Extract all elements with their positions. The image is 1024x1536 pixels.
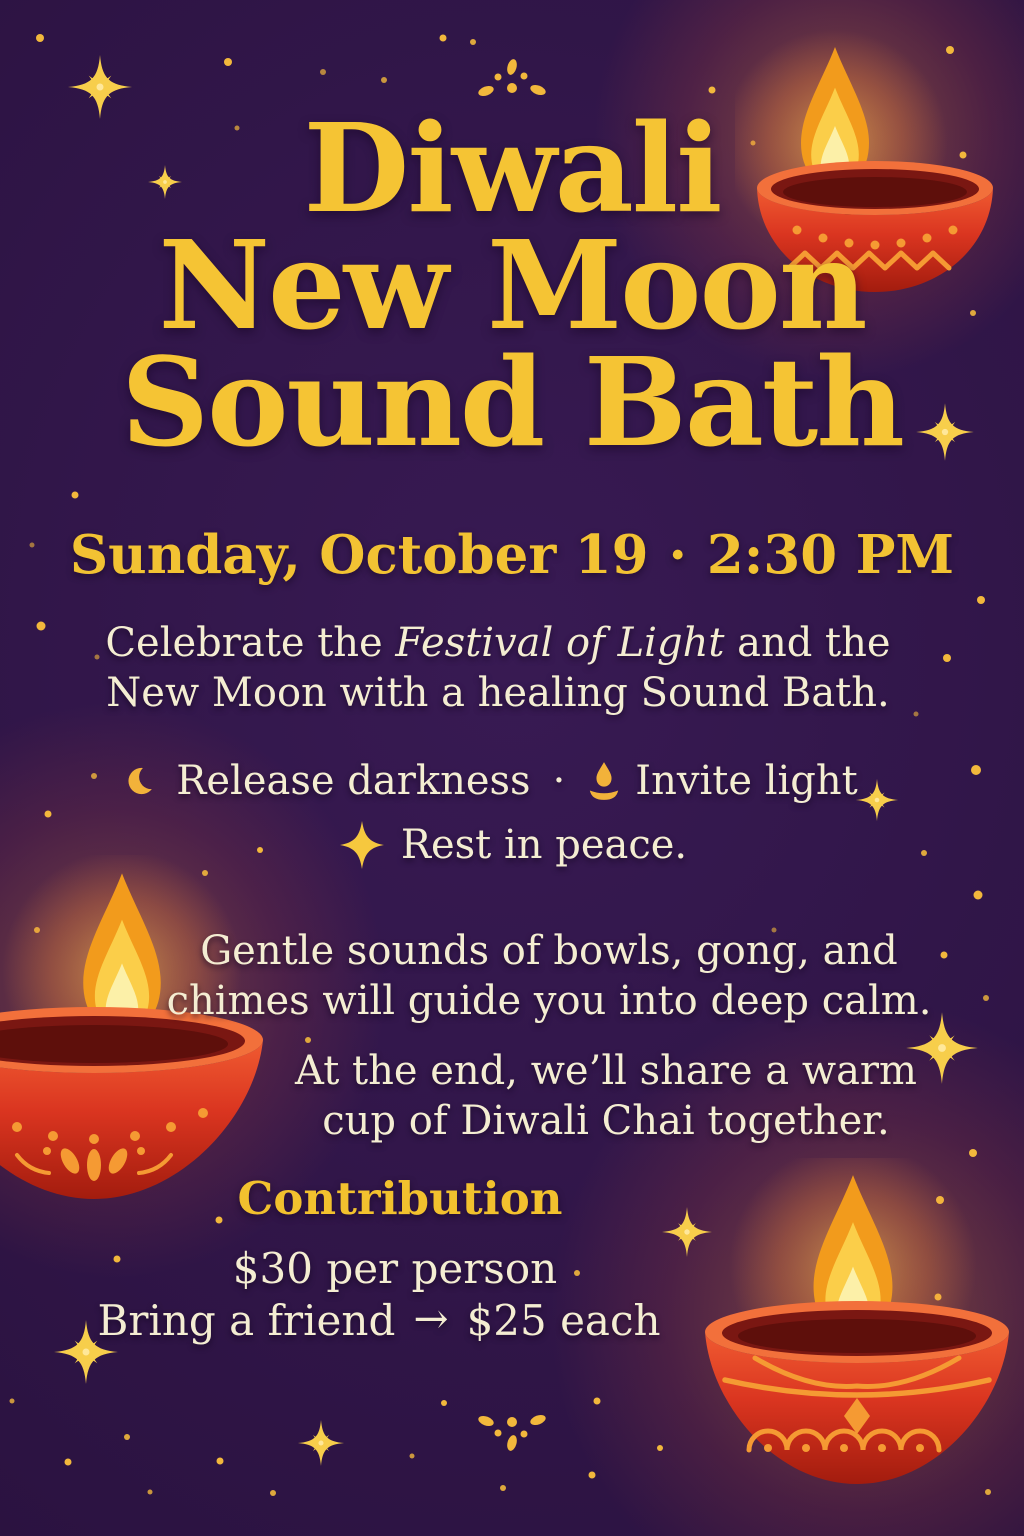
diya-lamp-left-illustration [0,855,270,1220]
date-separator-dot: · [668,524,687,586]
intro-line-2: New Moon with a healing Sound Bath. [106,670,890,716]
friend-price-post: $25 each [466,1296,661,1345]
event-date: Sunday, October 19 [69,524,649,586]
chai-paragraph [94,1046,1024,1146]
title-line-1: Diwali [303,96,721,240]
bullet-rest-label: Rest in peace. [400,822,688,868]
diya-lamp-icon [587,758,621,804]
title-line-2: New Moon [158,213,866,357]
title-line-3: Sound Bath [121,330,903,474]
crescent-moon-icon [126,759,162,803]
bullet-release-label: Release darkness [176,758,531,804]
four-point-star-icon [337,820,387,870]
bring-a-friend-price [0,1296,891,1345]
poster-title [0,96,1024,474]
bullet-row-2 [0,820,1024,870]
price-per-person: $30 per person [232,1244,558,1293]
intro-post: and the [724,620,891,666]
event-time: 2:30 PM [706,524,955,586]
bullet-row-1 [0,756,1004,806]
gentle-line-2: chimes will guide you into deep calm. [166,978,932,1024]
bullet-invite-label: Invite light [635,758,858,804]
intro-line-1 [0,618,1010,668]
intro-paragraph [0,618,1010,718]
petal-burst-bottom [477,1413,547,1452]
gentle-line-1: Gentle sounds of bowls, gong, and [200,928,898,974]
contribution-heading: Contribution [237,1172,563,1225]
festival-of-light-italic: Festival of Light [395,620,725,666]
petal-burst-top [477,58,547,98]
chai-line-1: At the end, we’ll share a warm [295,1048,917,1094]
bullet-separator-dot: · [552,758,566,804]
friend-price-pre: Bring a friend [97,1296,396,1345]
gentle-sounds-paragraph [37,926,1024,1026]
right-arrow-glyph: → [413,1294,449,1343]
intro-pre: Celebrate the [105,620,396,666]
event-datetime [0,524,1024,586]
bullet-list [0,756,1024,870]
chai-line-2: cup of Diwali Chai together. [322,1098,890,1144]
